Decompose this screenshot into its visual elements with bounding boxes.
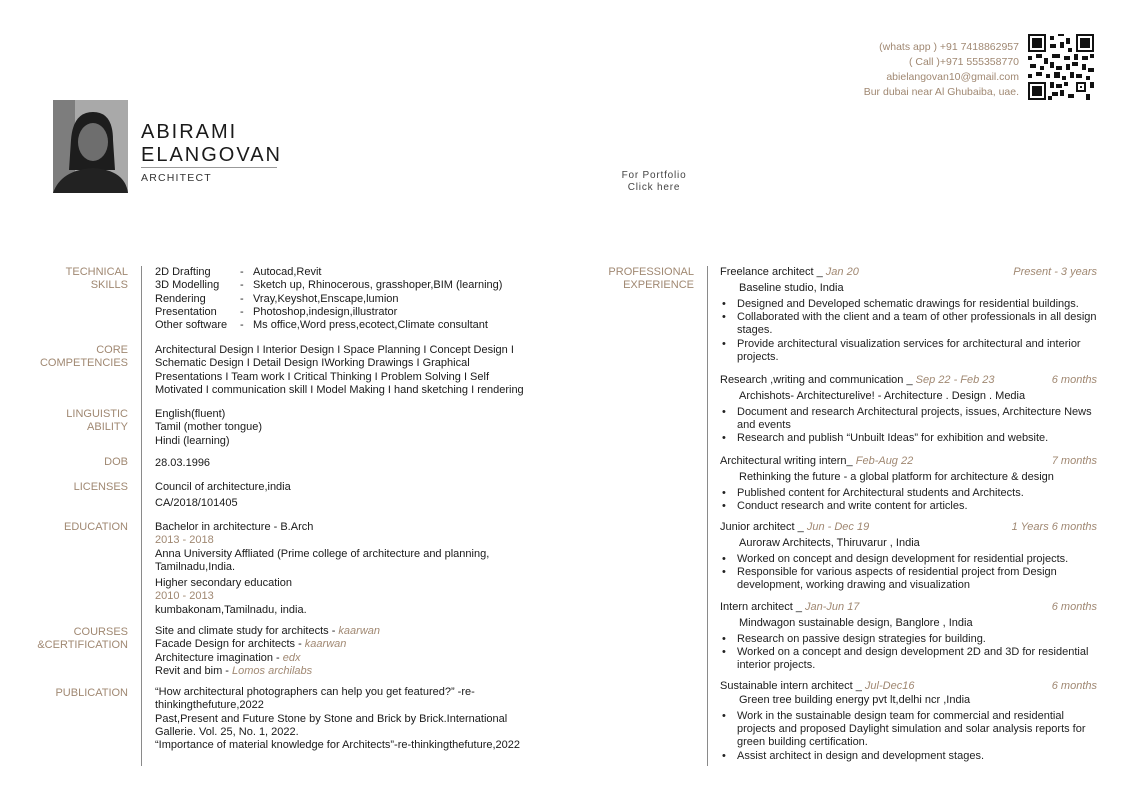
contact-block [864, 40, 1019, 100]
label-licenses: LICENSES [73, 481, 128, 493]
degree-years: 2013 - 2018 [155, 534, 214, 547]
degree: Bachelor in architecture - B.Arch [155, 521, 314, 533]
last-name: ELANGOVAN [141, 144, 282, 166]
job-entry: Architectural writing intern_ Feb-Aug 22 7 months Rethinking the future - a global platform for architecture & design • Published content for Architectural students and Architects. • Conduct research and write content for articles. [720, 455, 1097, 513]
job-entry: Junior architect _ Jun - Dec 19 1 Years 6 months Auroraw Architects, Thiruvarur , India • Worked on concept and design development for residential projects. • Responsible for various aspects of residential project from Design development, working drawing and visualization [720, 521, 1097, 593]
dob-value: 28.03.1996 [155, 457, 211, 469]
job-entry: Intern architect _ Jan-Jun 17 6 months Mindwagon sustainable design, Banglore , India • Research on passive design strategies for building. • Worked on a concept and design development 2D and 3D for residential interior projects. [720, 601, 1097, 673]
course-item: Architecture imagination - edx [155, 651, 301, 664]
left-divider [141, 266, 142, 766]
skill-row: 2D Drafting - Autocad,Revit [155, 266, 322, 278]
language-item: Hindi (learning) [155, 434, 230, 447]
label-linguistic-ability: LINGUISTIC ABILITY [66, 408, 128, 433]
label-education: EDUCATION [64, 521, 128, 533]
first-name: ABIRAMI [141, 121, 238, 143]
portfolio-click[interactable]: Click here [627, 182, 681, 193]
language-item: English(fluent) [155, 408, 226, 420]
address: Bur dubai near Al Ghubaiba, uae. [863, 86, 1019, 98]
courses-list [155, 625, 565, 678]
call-number[interactable]: ( Call )+971 555358770 [908, 56, 1019, 68]
publications-list: “How architectural photographers can help you get featured?” -re- thinkingthefuture,2022 Past,Present and Future Stone by Stone and Brick by Brick.International Gallerie. Vol. 25, No. 1, 2022. “Importance of material knowledge for Architects”-re-thinkingthefuture,2022 [155, 686, 521, 752]
skill-row: 3D Modelling - Sketch up, Rhinocerous, grasshoper,BIM (learning) [155, 279, 503, 292]
language-item: Tamil (mother tongue) [155, 421, 262, 434]
skill-row: Presentation - Photoshop,indesign,illustrator [155, 305, 398, 318]
secondary: Higher secondary education [155, 577, 292, 590]
course-item: Revit and bim - Lomos archilabs [155, 664, 313, 677]
label-dob: DOB [104, 456, 128, 468]
whatsapp-number[interactable]: (whats app ) +91 7418862957 [879, 41, 1019, 53]
secondary-years: 2010 - 2013 [155, 590, 214, 603]
portfolio-label: For Portfolio [621, 170, 687, 181]
skill-row: Other software - Ms office,Word press,ecotect,Climate consultant [155, 319, 488, 332]
job-entry: Freelance architect _ Jan 20 Present - 3 years Baseline studio, India • Designed and Developed schematic drawings for residential buildings. • Collaborated with the client and a team of other professionals in all design stages. • Provide architectural visualization services for architectural and interior projects. [720, 266, 1097, 364]
job-entry: Research ,writing and communication _ Sep 22 - Feb 23 6 months Archishots- Architecturelive! - Architecture . Design . Media • Document and research Architectural projects, issues, Architecture News and events • Research and publish “Unbuilt Ideas” for exhibition and website. [720, 374, 1097, 446]
portfolio-link[interactable] [604, 170, 704, 194]
label-professional-experience: PROFESSIONAL EXPERIENCE [608, 266, 694, 291]
label-courses: COURSES &CERTIFICATION [37, 626, 128, 651]
full-name [141, 121, 282, 167]
name-underline [141, 167, 277, 168]
licenses-list: Council of architecture,india CA/2018/101405 [155, 481, 291, 510]
skills-list [155, 266, 565, 332]
qr-code-icon[interactable] [1028, 34, 1094, 100]
competencies: Architectural Design I Interior Design I Space Planning I Concept Design I Schematic Design I Detail Design IWorking Drawings I Graphical Presentations I Team work I Critical Thinking I Problem Solving I Self Motivated I communication skill I Model Making I hand sketching I rendering [155, 344, 524, 396]
job-title: ARCHITECT [141, 172, 212, 184]
label-publication: PUBLICATION [55, 687, 128, 699]
email-link[interactable]: abielangovan10@gmail.com [886, 71, 1019, 83]
skill-row: Rendering - Vray,Keyshot,Enscape,lumion [155, 292, 399, 305]
languages-list [155, 408, 565, 448]
label-core-competencies: CORE COMPETENCIES [39, 344, 128, 369]
course-item: Facade Design for architects - kaarwan [155, 638, 347, 651]
job-entry: Sustainable intern architect _ Jul-Dec16 6 months Green tree building energy pvt lt,delhi ncr ,India • Work in the sustainable design team for commercial and residential projects and proposed Daylight simulation and solar analysis reports for green building certification. • Assist architect in design and development stages. [720, 680, 1097, 763]
course-item: Site and climate study for architects - kaarwan [155, 625, 380, 637]
right-divider [707, 266, 708, 766]
label-technical-skills: TECHNICAL SKILLS [65, 266, 128, 291]
education-list: Bachelor in architecture - B.Arch 2013 - 2018 Anna University Affliated (Prime college of architecture and planning, Tamilnadu,India. Higher secondary education 2010 - 2013 kumbakonam,Tamilnadu, india. [155, 521, 565, 617]
profile-photo [53, 100, 128, 193]
